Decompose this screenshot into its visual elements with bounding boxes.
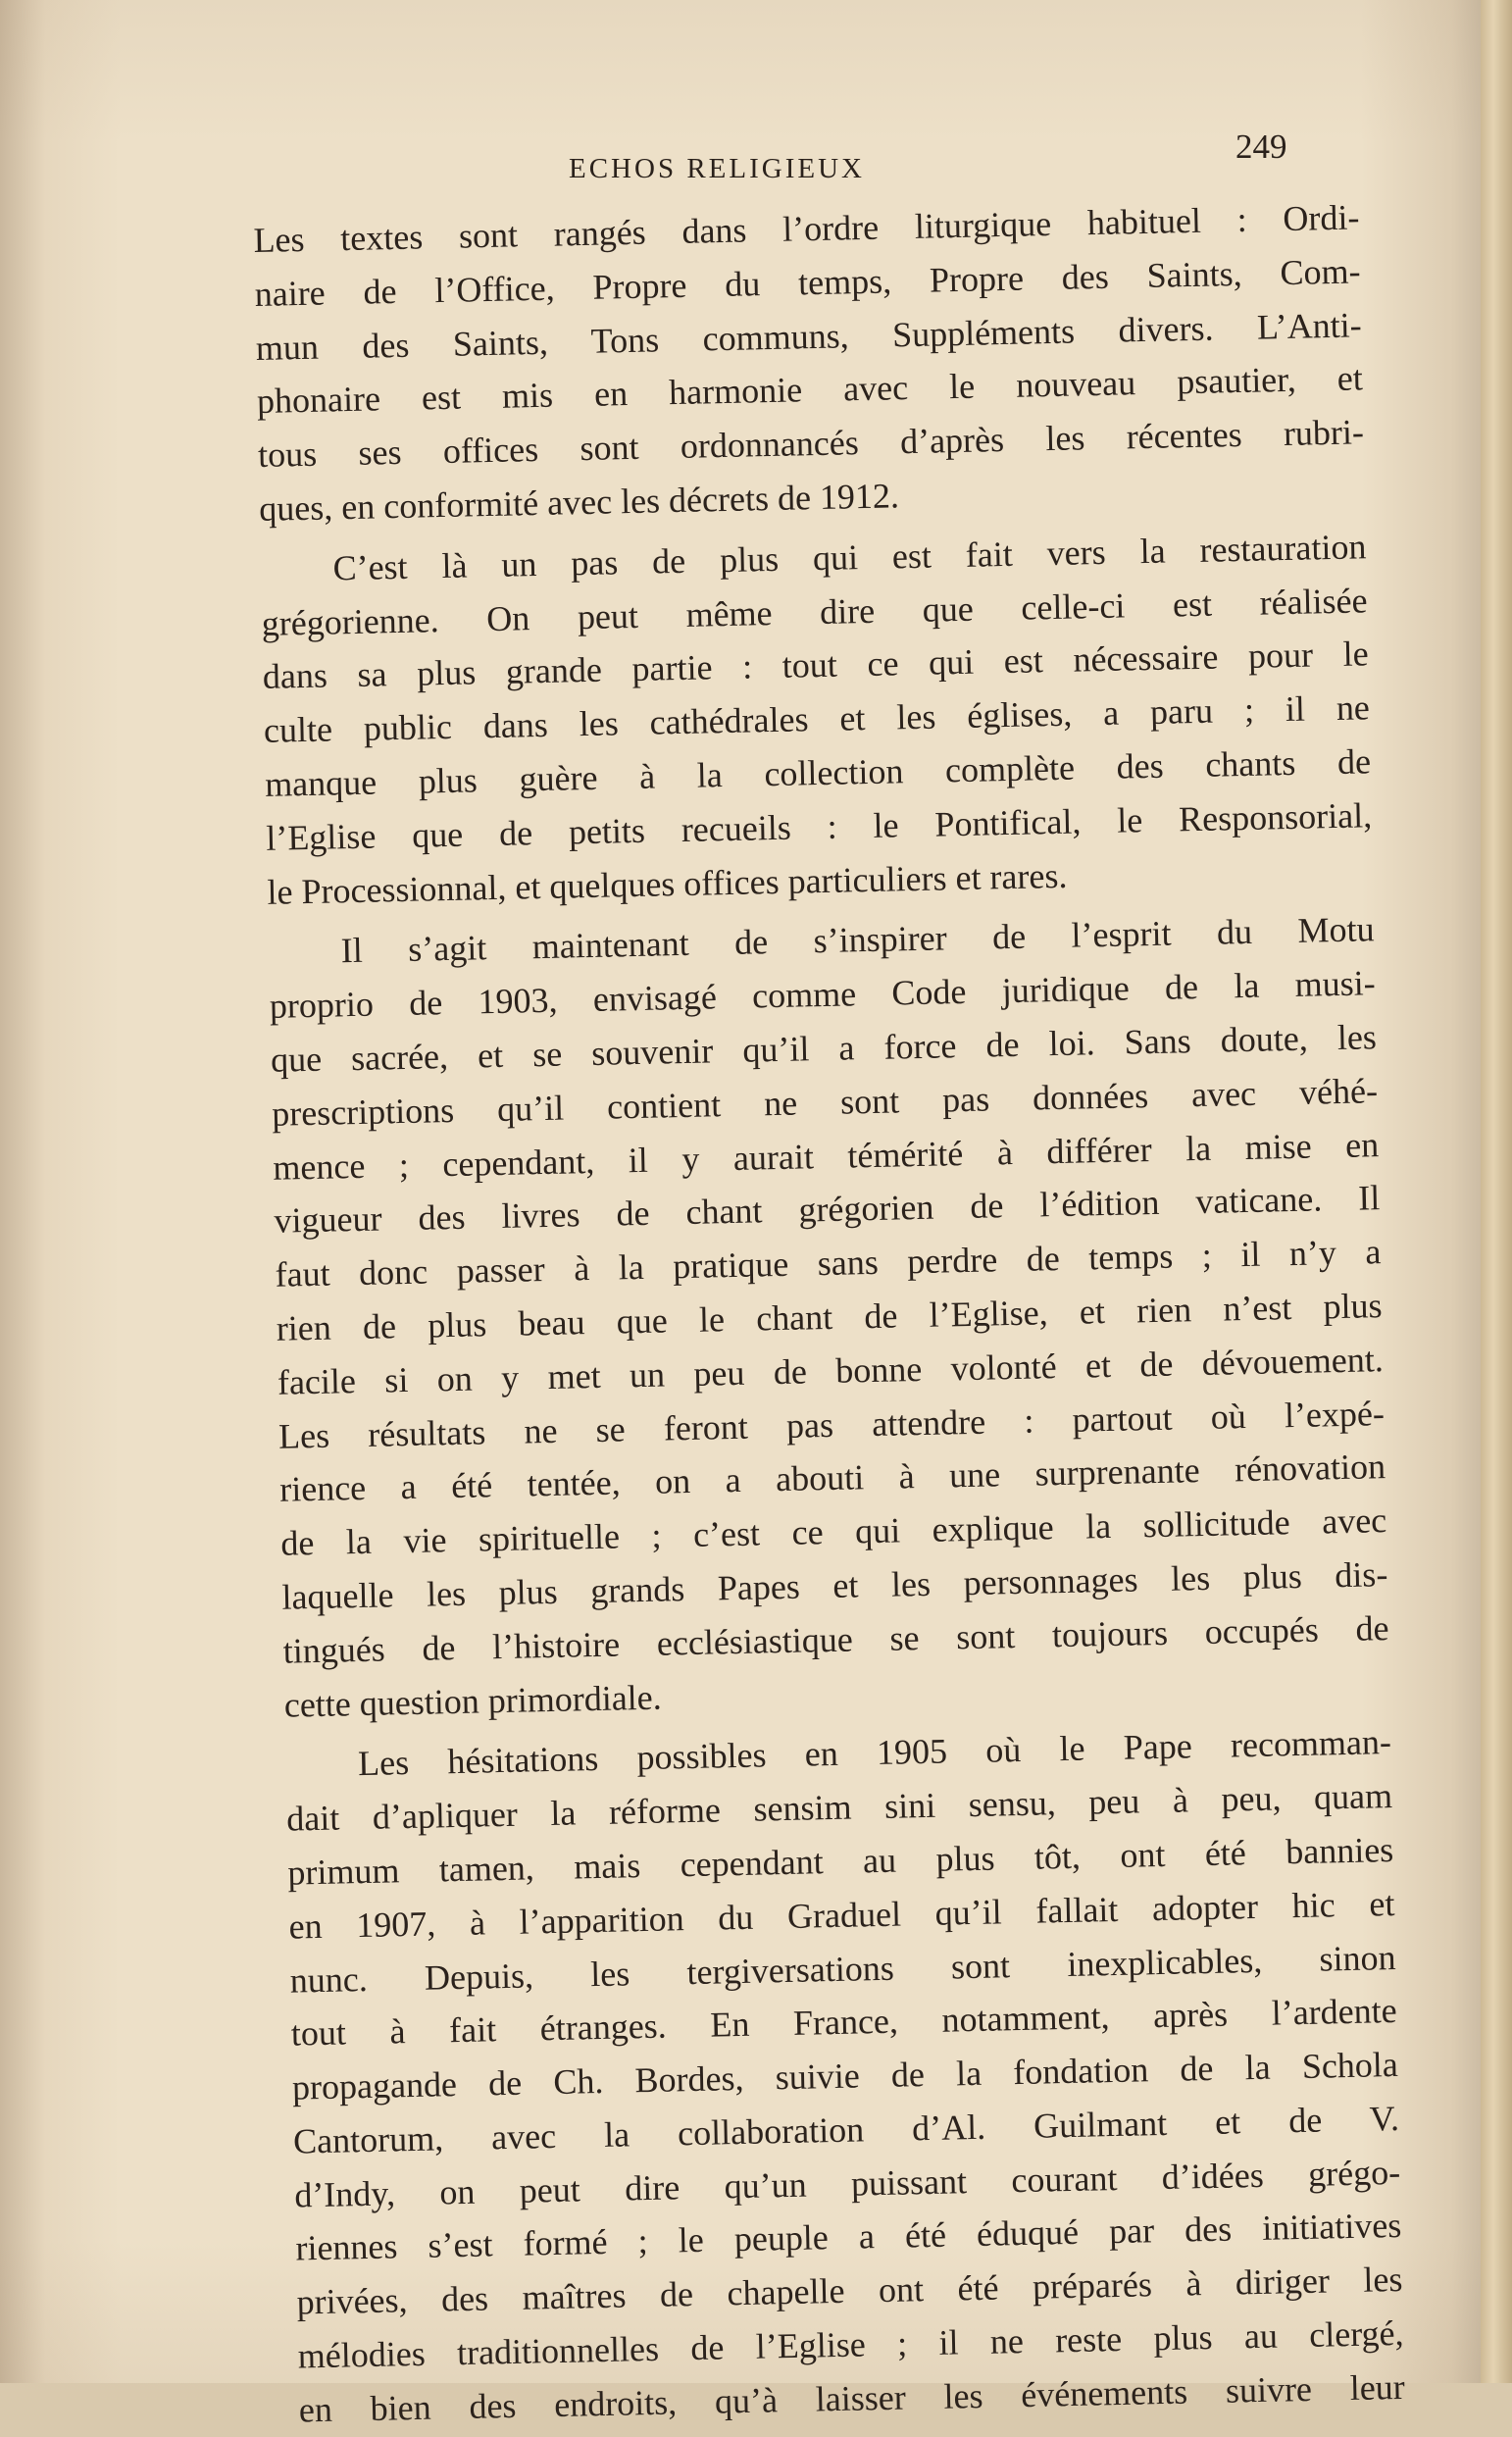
text-line: l’Eglise que de petits recueils : le Pontifical, le Responsorial, bbox=[265, 795, 1373, 858]
body-text bbox=[253, 190, 1405, 2437]
text-line: d’Indy, on peut dire qu’un puissant courant d’idées grégo- bbox=[293, 2152, 1401, 2215]
running-head: ECHOS RELIGIEUX bbox=[569, 153, 865, 184]
text-line: Les hésitations possibles en 1905 où le Pape recomman- bbox=[357, 1722, 1392, 1784]
text-line: manque plus guère à la collection complète des chants de bbox=[264, 741, 1372, 804]
text-line: en 1907, à l’apparition du Graduel qu’il fallait adopter hic et bbox=[288, 1883, 1395, 1947]
text-line: tout à fait étranges. En France, notamment, après l’ardente bbox=[290, 1991, 1398, 2054]
paragraph-2 bbox=[260, 520, 1374, 919]
text-line: laquelle les plus grands Papes et les personnages les plus dis- bbox=[281, 1553, 1388, 1617]
text-line: rience a été tentée, on a abouti à une surprenante rénovation bbox=[278, 1447, 1386, 1510]
text-line: nunc. Depuis, les tergiversations sont inexplicables, sinon bbox=[289, 1937, 1396, 2001]
text-line: naire de l’Office, Propre du temps, Propre des Saints, Com- bbox=[254, 251, 1361, 314]
page-number: 249 bbox=[1235, 127, 1287, 166]
text-line: tous ses offices sont ordonnancés d’après les récentes rubri- bbox=[257, 412, 1365, 476]
paragraph-3 bbox=[268, 903, 1390, 1732]
page-edge bbox=[1481, 0, 1512, 2383]
text-line: riennes s’est formé ; le peuple a été éduqué par des initiatives bbox=[295, 2206, 1402, 2269]
text-line: propagande de Ch. Bordes, suivie de la fondation de la Schola bbox=[291, 2045, 1399, 2107]
paragraph-4 bbox=[285, 1715, 1406, 2437]
text-line: Les résultats ne se feront pas attendre : partout où l’expé- bbox=[277, 1393, 1386, 1456]
text-line: ques, en conformité avec les décrets de 1912. bbox=[258, 476, 900, 529]
text-line: le Processionnal, et quelques offices particuliers et rares. bbox=[267, 855, 1068, 912]
text-line: culte public dans les cathédrales et les églises, a paru ; il ne bbox=[263, 687, 1371, 751]
text-line: que sacrée, et se souvenir qu’il a force de loi. Sans doute, les bbox=[270, 1017, 1378, 1080]
text-line: phonaire est mis en harmonie avec le nouveau psautier, et bbox=[256, 358, 1364, 422]
text-line: dait d’apliquer la réforme sensim sini sensu, peu à peu, quam bbox=[285, 1776, 1393, 1839]
text-line: proprio de 1903, envisagé comme Code juridique de la musi- bbox=[269, 963, 1377, 1026]
text-line: cette question primordiale. bbox=[283, 1677, 663, 1725]
text-line: tingués de l’histoire ecclésiastique se sont toujours occupés de bbox=[282, 1607, 1389, 1671]
text-line: mélodies traditionnelles de l’Eglise ; il ne reste plus au clergé, bbox=[297, 2312, 1404, 2376]
text-line: mun des Saints, Tons communs, Suppléments divers. L’Anti- bbox=[255, 304, 1363, 368]
text-line: en bien des endroits, qu’à laisser les événements suivre leur bbox=[298, 2366, 1406, 2430]
text-line: mence ; cependant, il y aurait témérité à différer la mise en bbox=[272, 1124, 1380, 1188]
text-line: faut donc passer à la pratique sans perdre de temps ; il n’y a bbox=[275, 1232, 1382, 1295]
text-line: privées, des maîtres de chapelle ont été préparés à diriger les bbox=[296, 2259, 1403, 2322]
paragraph-1 bbox=[253, 190, 1366, 535]
page-header bbox=[226, 127, 1304, 196]
text-line: Il s’agit maintenant de s’inspirer de l’esprit du Motu bbox=[340, 909, 1375, 971]
text-line: C’est là un pas de plus qui est fait vers la restauration bbox=[332, 527, 1367, 588]
text-line: Les textes sont rangés dans l’ordre liturgique habituel : Ordi- bbox=[253, 197, 1360, 260]
text-line: de la vie spirituelle ; c’est ce qui explique la sollicitude avec bbox=[279, 1500, 1387, 1563]
text-line: vigueur des livres de chant grégorien de l’édition vaticane. Il bbox=[274, 1178, 1381, 1242]
text-line: facile si on y met un peu de bonne volonté et de dévouement. bbox=[277, 1339, 1385, 1402]
text-line: grégorienne. On peut même dire que celle-ci est réalisée bbox=[261, 580, 1368, 643]
text-line: primum tamen, mais cependant au plus tôt, ont été bannies bbox=[287, 1829, 1394, 1893]
text-line: prescriptions qu’il contient ne sont pas données avec véhé- bbox=[271, 1070, 1379, 1134]
text-line: dans sa plus grande partie : tout ce qui est nécessaire pour le bbox=[262, 634, 1370, 697]
text-line: rien de plus beau que le chant de l’Eglise, et rien n’est plus bbox=[276, 1286, 1383, 1348]
text-line: Cantorum, avec la collaboration d’Al. Guilmant et de V. bbox=[292, 2098, 1400, 2161]
